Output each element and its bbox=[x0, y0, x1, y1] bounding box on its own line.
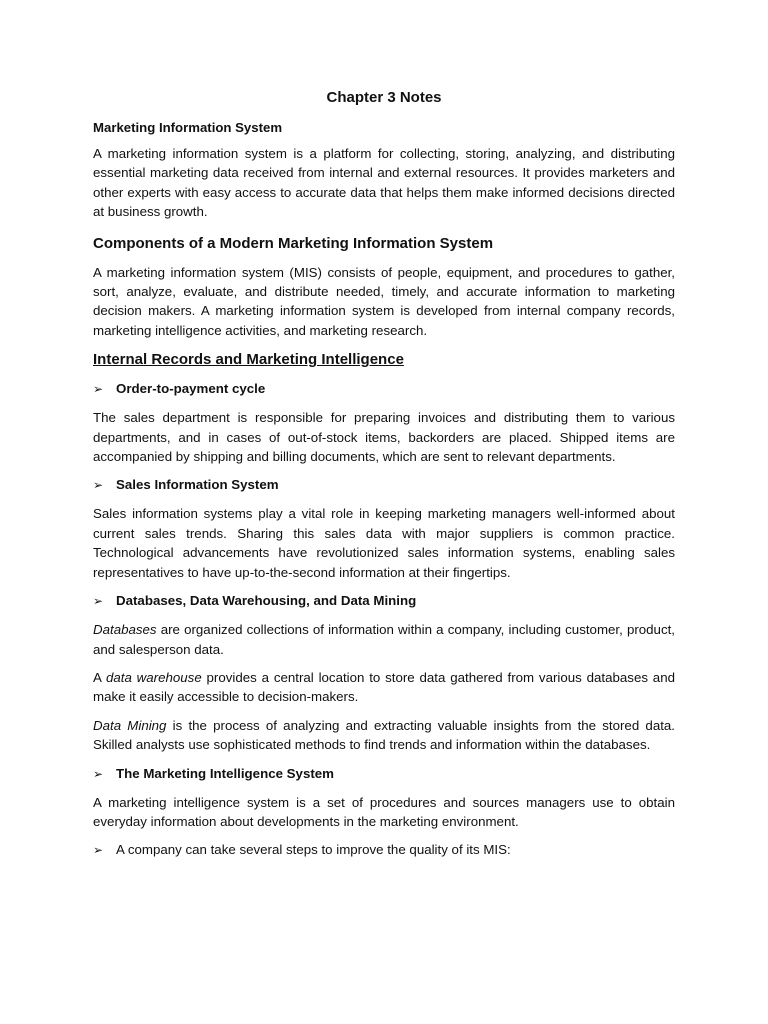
internal-records-heading: Internal Records and Marketing Intelligence bbox=[93, 351, 404, 369]
sales-paragraph: Sales information systems play a vital role in keeping marketing managers well-informed about current sales trends. Sharing this sales data with major suppliers is common practice. Technological advancements have revolutionized sales information systems, enabling sales representatives to have up-to-the-second information at their fingertips. bbox=[93, 506, 675, 580]
intel-heading: The Marketing Intelligence System bbox=[116, 765, 334, 781]
order-paragraph: The sales department is responsible for preparing invoices and distributing them to various departments, and in cases of out-of-stock items, backorders are placed. Shipped items are accompanied by shipping and billing documents, which are sent to relevant departments. bbox=[93, 410, 675, 465]
intel-bullet bbox=[93, 764, 675, 784]
arrow-bullet-icon: ➢ bbox=[93, 382, 104, 397]
mis-paragraph: A marketing information system is a platform for collecting, storing, analyzing, and distributing essential marketing data received from internal and external resources. It provides marketers and other experts with easy access to accurate data that helps them make informed decisions directed at business growth. bbox=[93, 146, 675, 220]
order-heading: Order-to-payment cycle bbox=[116, 381, 266, 397]
order-bullet bbox=[93, 379, 675, 399]
databases-text: are organized collections of information within a company, including customer, product, and salesperson data. bbox=[93, 622, 675, 657]
arrow-bullet-icon: ➢ bbox=[93, 766, 104, 781]
warehouse-term: data warehouse bbox=[105, 669, 202, 685]
mis-heading: Marketing Information System bbox=[93, 120, 283, 135]
mining-term: Data Mining bbox=[93, 717, 167, 733]
arrow-bullet-icon: ➢ bbox=[93, 843, 104, 858]
improve-text: A company can take several steps to improve the quality of its MIS: bbox=[116, 842, 511, 858]
components-heading: Components of a Modern Marketing Information System bbox=[93, 234, 494, 252]
warehouse-prefix: A bbox=[93, 669, 106, 685]
mining-text: is the process of analyzing and extracting valuable insights from the stored data. Skilled analysts use sophisticated methods to find trends and information within the databases. bbox=[93, 717, 675, 753]
databases-term: Databases bbox=[93, 622, 157, 638]
databases-paragraph bbox=[93, 620, 675, 659]
sales-bullet bbox=[93, 475, 675, 495]
sales-heading: Sales Information System bbox=[116, 477, 279, 493]
arrow-bullet-icon: ➢ bbox=[93, 594, 104, 609]
mining-paragraph bbox=[93, 716, 675, 755]
page-title: Chapter 3 Notes bbox=[326, 89, 442, 106]
components-paragraph: A marketing information system (MIS) consists of people, equipment, and procedures to gather, sort, analyze, evaluate, and distribute needed, timely, and accurate information to marketing decision makers. A marketing information system is developed from internal company records, marketing intelligence activities, and marketing research. bbox=[93, 264, 675, 338]
arrow-bullet-icon: ➢ bbox=[93, 478, 104, 493]
databases-bullet bbox=[93, 591, 675, 611]
warehouse-paragraph bbox=[93, 668, 675, 707]
improve-bullet bbox=[93, 840, 675, 860]
intel-paragraph: A marketing intelligence system is a set of procedures and sources managers use to obtain everyday information about developments in the marketing environment. bbox=[93, 794, 675, 829]
databases-heading: Databases, Data Warehousing, and Data Mining bbox=[116, 593, 417, 609]
warehouse-text: provides a central location to store data gathered from various databases and make it easily accessible to decision-makers. bbox=[93, 669, 675, 705]
